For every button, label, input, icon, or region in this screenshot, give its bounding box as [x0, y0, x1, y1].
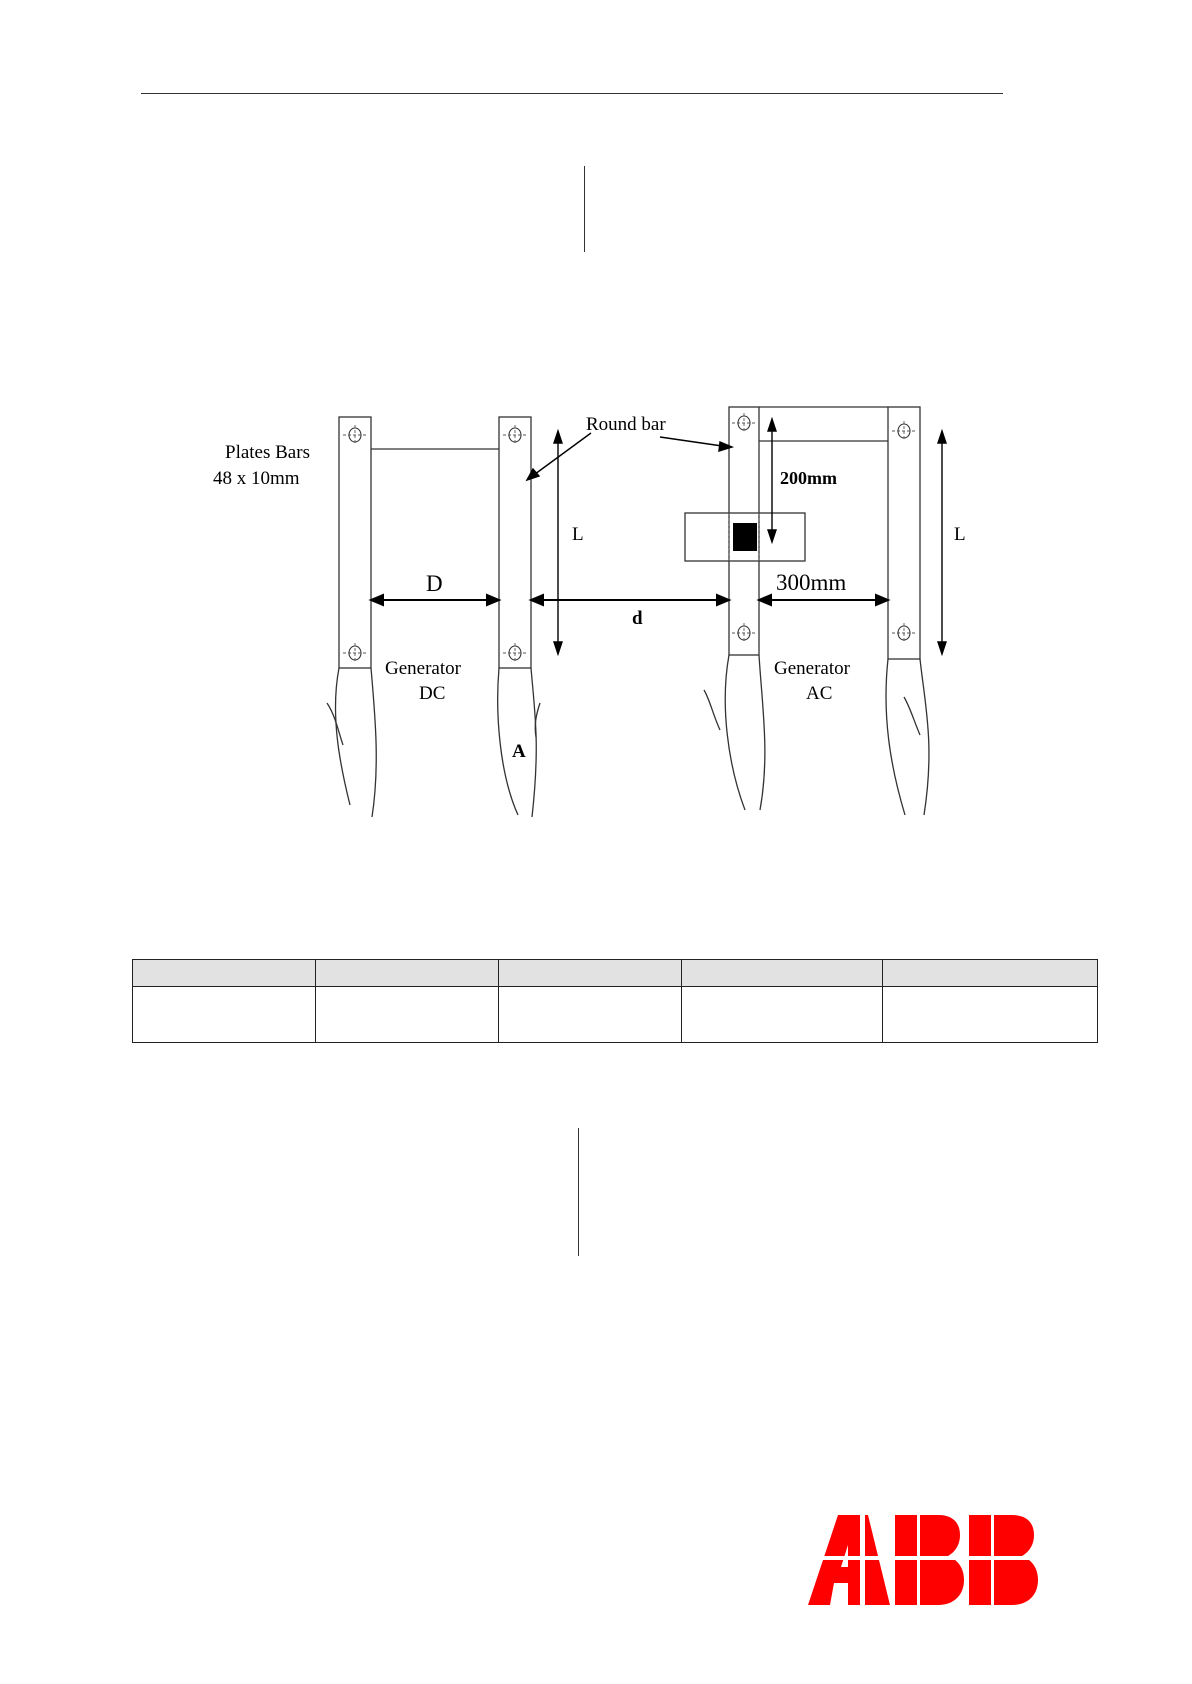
table-cell: [682, 987, 883, 1043]
table-header-row: [133, 960, 1098, 987]
table-row: [133, 987, 1098, 1043]
data-table: [132, 959, 1098, 1043]
table-header-cell: [499, 960, 682, 987]
table-header-cell: [316, 960, 499, 987]
header-rule: [141, 93, 1003, 94]
table-cell: [316, 987, 499, 1043]
dim-L-left-label: L: [572, 524, 584, 545]
generator-dc-line2: DC: [419, 683, 446, 704]
busbar-diagram: [200, 385, 966, 817]
generator-ac-line1: Generator: [774, 658, 850, 679]
dim-D-label: D: [426, 571, 443, 596]
table-header-cell: [883, 960, 1098, 987]
dc-left-plate: [339, 417, 371, 668]
plates-bars-line2: 48 x 10mm: [213, 468, 300, 489]
generator-ac-line2: AC: [806, 683, 833, 704]
dim-L-right-label: L: [954, 524, 966, 545]
round-bar-label: Round bar: [586, 414, 666, 435]
column-divider-top: [584, 166, 585, 252]
table-header-cell: [682, 960, 883, 987]
ac-right-plate: [888, 407, 920, 659]
column-divider-bottom: [578, 1128, 579, 1256]
dc-right-plate: [499, 417, 531, 668]
dim-d-label: d: [632, 608, 643, 629]
plates-bars-line1: Plates Bars: [225, 442, 310, 463]
dim-300mm-label: 300mm: [776, 570, 847, 595]
table-cell: [499, 987, 682, 1043]
table-cell: [133, 987, 316, 1043]
table-header-cell: [133, 960, 316, 987]
point-A-label: A: [512, 741, 526, 762]
sensor-core: [733, 523, 757, 551]
dim-200mm-label: 200mm: [780, 468, 837, 488]
generator-dc-line1: Generator: [385, 658, 461, 679]
table-cell: [883, 987, 1098, 1043]
abb-logo: [808, 1515, 1040, 1605]
